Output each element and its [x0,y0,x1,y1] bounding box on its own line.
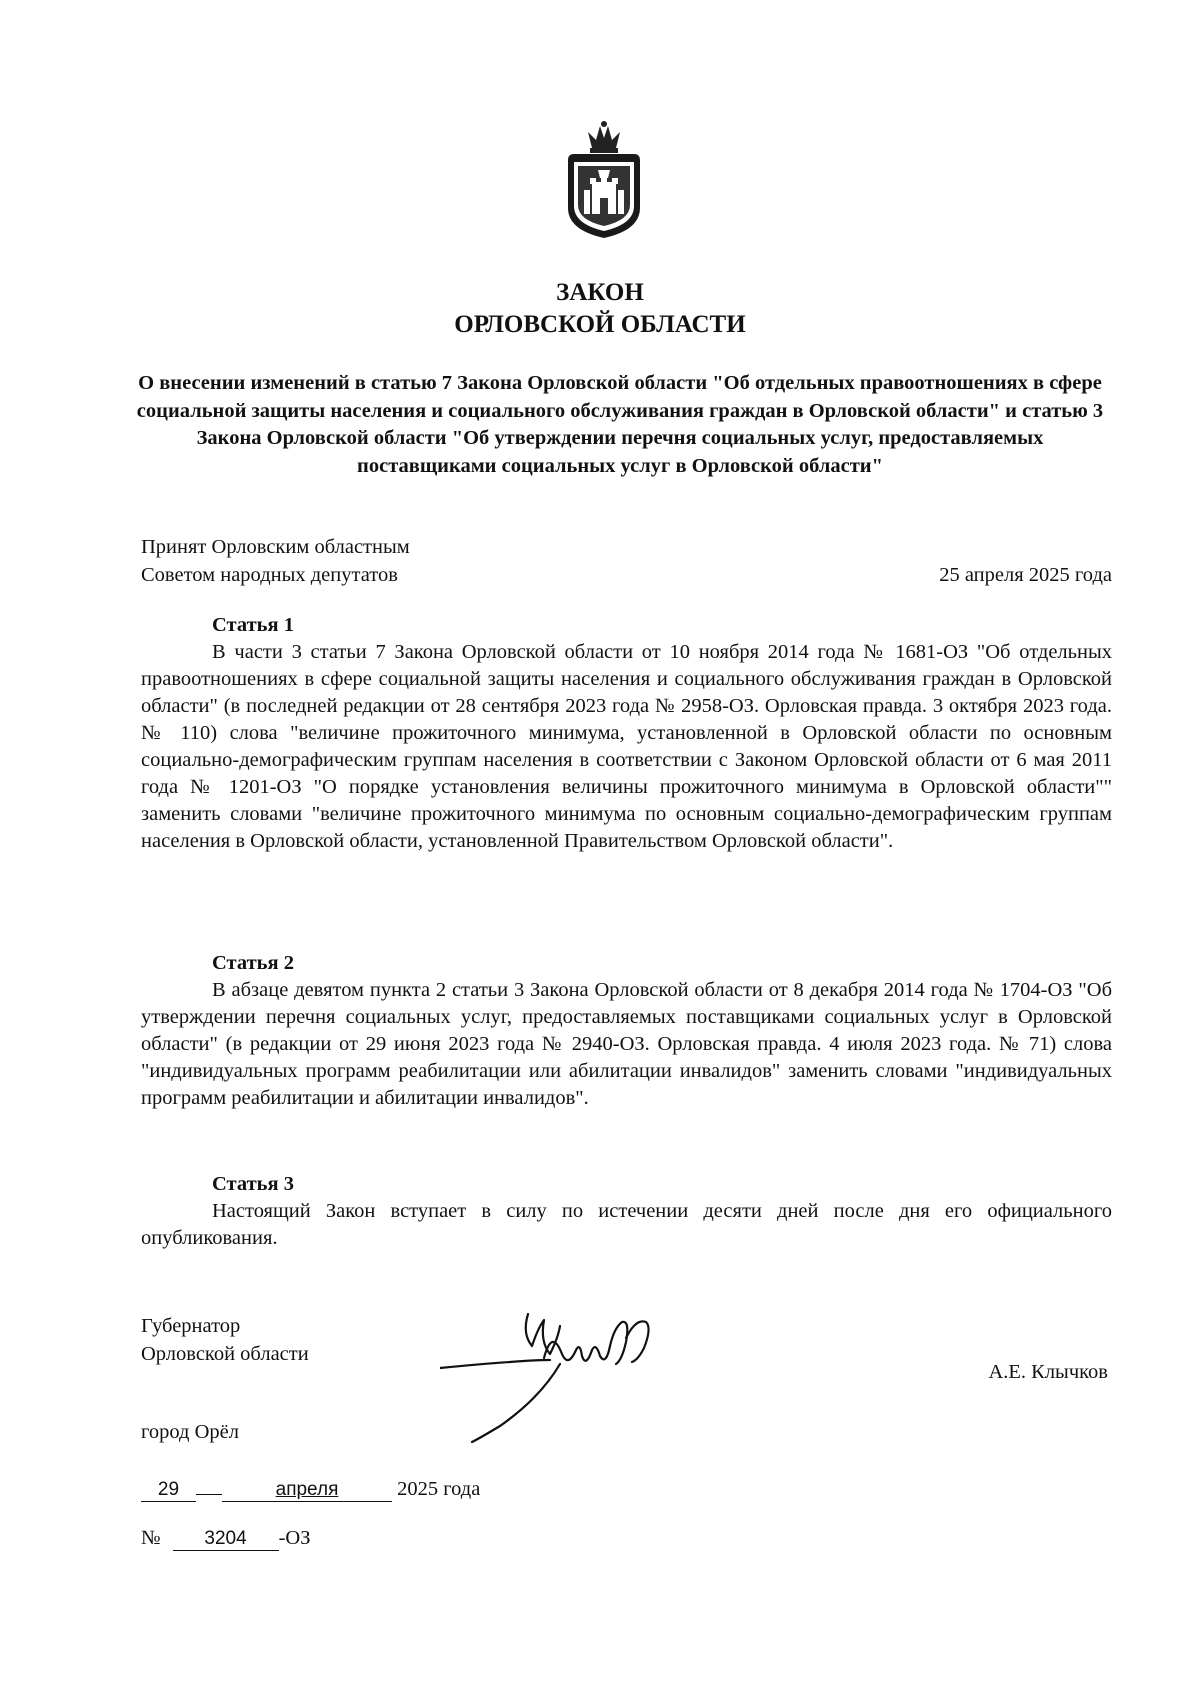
article-1 [141,612,1112,855]
signing-date [141,1475,480,1503]
coat-of-arms-icon [562,118,646,242]
law-number-value: 3204 [173,1528,279,1551]
governor-name: А.Е. Клычков [988,1361,1108,1383]
document-heading [0,277,1200,341]
article-title: Статья 3 [212,1173,294,1195]
law-number-suffix: -ОЗ [278,1527,311,1549]
position-line-2: Орловской области [141,1343,309,1365]
city: город Орёл [141,1421,239,1443]
position-line-1: Губернатор [141,1315,241,1337]
article-text: В части 3 статьи 7 Закона Орловской области от 10 ноября 2014 года № 1681-ОЗ "Об отдельных правоотношениях в сфере социальной защиты населения и социального обслуживания граждан в Орловской области" (в последней редакции от 28 сентября 2023 года № 2958-ОЗ. Орловская правда. 3 октября 2023 года. № 110) слова "величине прожиточного минимума, установленной в Орловской области по основным социально-демографическим группам населения в соответствии с Законом Орловской области от 6 мая 2011 года № 1201-ОЗ "О порядке установления величины прожиточного минимума в Орловской области"" заменить словами "величине прожиточного минимума по основным социально-демографическим группам населения в Орловской области, установленной Правительством Орловской области". [141,641,1112,852]
signing-day: 29 [141,1479,196,1502]
law-subtitle: О внесении изменений в статью 7 Закона Орловской области "Об отдельных правоотношениях в сфере социальной защиты населения и социального обслуживания граждан в Орловской области" и статью 3 Закона Орловской области "Об утверждении перечня социальных услуг, предоставляемых поставщиками социальных услуг в Орловской области" [136,372,1104,477]
article-3 [141,1171,1112,1252]
issuing-region: ОРЛОВСКОЙ ОБЛАСТИ [454,311,746,338]
adoption-line-2: Советом народных депутатов [141,564,398,586]
signing-month: апреля [222,1479,392,1502]
signing-year: 2025 года [397,1478,481,1500]
article-text: В абзаце девятом пункта 2 статьи 3 Закона Орловской области от 8 декабря 2014 года № 1704-ОЗ "Об утверждении перечня социальных услуг, предоставляемых поставщиками социальных услуг в Орловской области" (в редакции от 29 июня 2023 года № 2940-ОЗ. Орловская правда. 4 июля 2023 года. № 71) слова "индивидуальных программ реабилитации или абилитации инвалидов" заменить словами "индивидуальных программ реабилитации и абилитации инвалидов". [141,979,1112,1109]
article-title: Статья 1 [212,614,294,636]
adoption-line-1: Принят Орловским областным [141,536,410,558]
number-sign: № [141,1527,161,1549]
article-title: Статья 2 [212,952,294,974]
article-text: Настоящий Закон вступает в силу по истечении десяти дней после дня его официального опубликования. [141,1200,1112,1249]
law-number [141,1524,310,1552]
handwritten-signature-icon [440,1298,670,1448]
governor-position [141,1312,309,1368]
adoption-date: 25 апреля 2025 года [939,564,1112,586]
adoption-note [141,533,410,589]
date-blank-gap [196,1494,222,1495]
article-2 [141,950,1112,1112]
document-type: ЗАКОН [556,279,644,306]
